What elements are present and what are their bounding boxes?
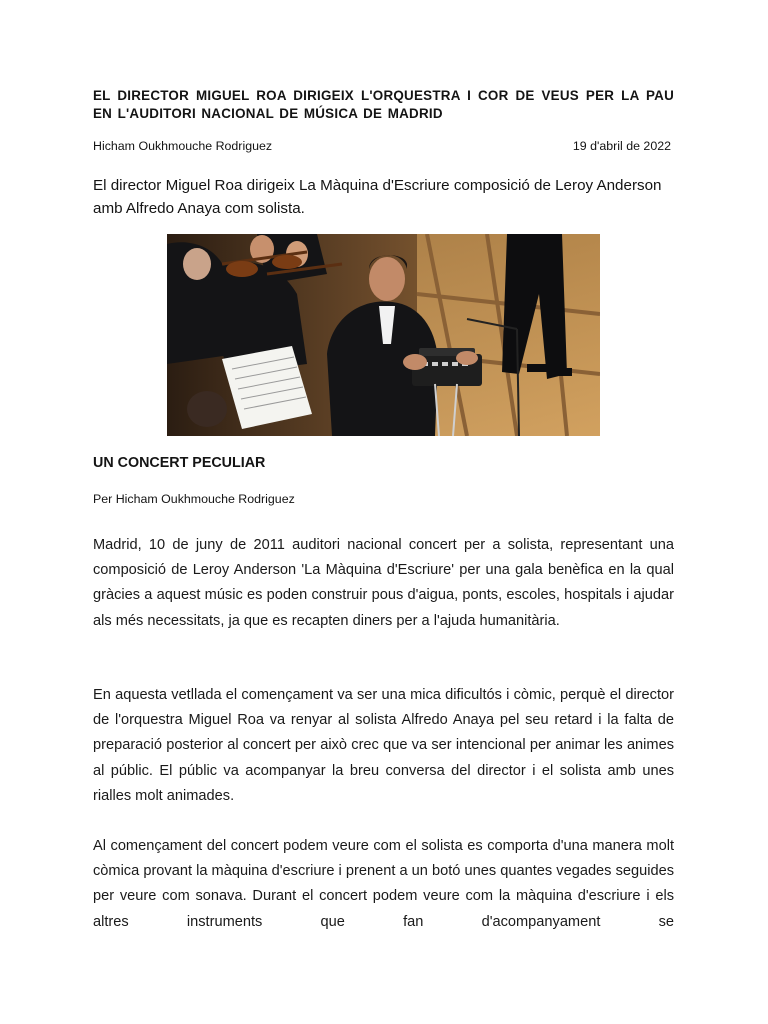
paragraph-2: En aquesta vetllada el començament va ser una mica dificultós i còmic, perquè el director de l'orquestra Miguel Roa va renyar al solista Alfredo Anaya pel seu retard i la falta de preparació posterior al concert per això crec que va ser intencional per animar les animes al públic. El públic va acompanyar la breu conversa del director i el solista amb unes rialles molt animades. [93,687,674,804]
section-byline: Per Hicham Oukhmouche Rodriguez [93,492,295,506]
article-headline: EL DIRECTOR MIGUEL ROA DIRIGEIX L'ORQUESTRA I COR DE VEUS PER LA PAU EN L'AUDITORI NACIONAL DE MÚSICA DE MADRID [93,88,674,121]
paragraph-1: Madrid, 10 de juny de 2011 auditori nacional concert per a solista, representant una composició de Leroy Anderson 'La Màquina d'Escriure' per una gala benèfica en la qual gràcies a aquest músic es poden construir pous d'aigua, ponts, escoles, hospitals i ajudar als més necessitats, ja que es recapten diners per a l'ajuda humanitària. [93,537,674,629]
concert-photo-illustration [167,234,600,436]
article-meta [93,138,671,154]
article-date: 19 d'abril de 2022 [572,139,671,153]
article-lead: El director Miguel Roa dirigeix La Màquina d'Escriure composició de Leroy Anderson amb Alfredo Anaya com solista. [93,177,662,217]
section-title: UN CONCERT PECULIAR [93,455,266,471]
concert-photo [167,234,600,436]
paragraph-3: Al començament del concert podem veure com el solista es comporta d'una manera molt còmica provant la màquina d'escriure i prenent a un botó unes quantes vegades seguides per veure com sonava. Durant el concert podem veure com la màquina d'escriure i els altres instruments que fan d'acompanyament se [93,838,674,930]
article-author: Hicham Oukhmouche Rodriguez [93,139,273,153]
